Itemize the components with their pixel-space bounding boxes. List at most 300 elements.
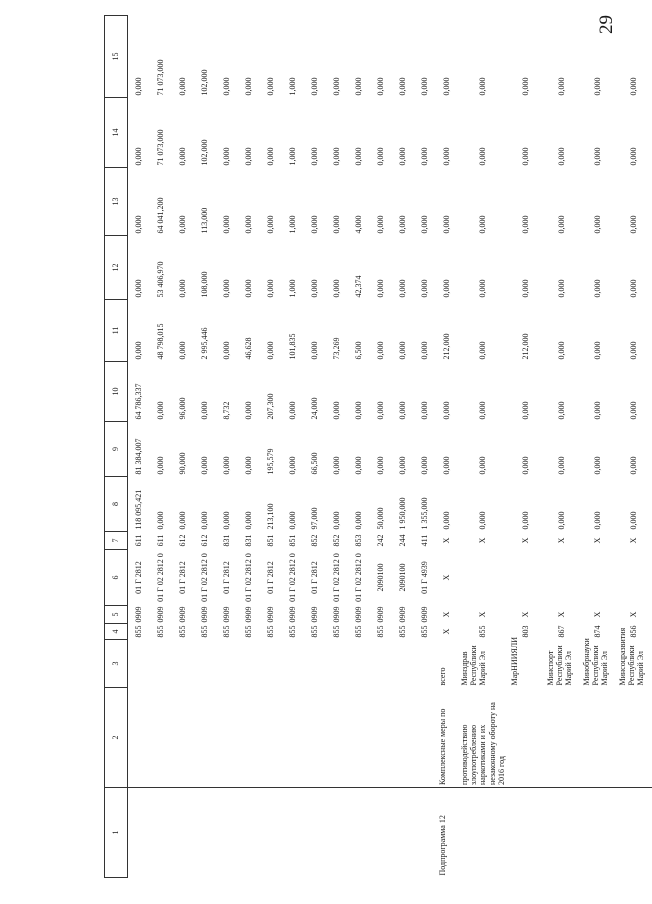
table-cell: 0,000 [442,147,452,166]
column-number: 3 [105,640,128,688]
table-cell [304,788,326,878]
table-cell [282,788,304,878]
column-number: 14 [105,98,128,168]
table-cell: 0,000 [442,511,452,530]
table-cell: 612 [178,534,188,547]
table-cell: 0,000 [134,215,144,234]
table-cell: 0909 [398,606,408,623]
table-cell: 0,000 [398,279,408,298]
table-cell [260,788,282,878]
table-cell [326,788,348,878]
table-cell: 874 [593,625,603,638]
table-cell: 0,000 [178,215,188,234]
table-cell: 0,000 [442,279,452,298]
table-cell: 0,000 [593,456,603,475]
table-cell: 0,000 [557,77,567,96]
table-cell: 81 384,007 [134,438,144,475]
table-cell [194,688,216,788]
table-cell: Х [593,611,603,618]
table-cell: 0909 [420,606,430,623]
table-cell [172,788,194,878]
table-cell: 0,000 [521,215,531,234]
table-cell: 0,000 [222,456,232,475]
table-cell: противодействию злоупотреблению наркотиками и их незаконному обороту на 2016 год [460,702,506,785]
table-cell: 195,579 [266,448,276,475]
table-cell: 803 [521,625,531,638]
table-cell [238,788,260,878]
table-cell: 0,000 [354,147,364,166]
table-cell: 212,000 [442,333,452,360]
table-cell [392,640,414,688]
table-cell [370,788,392,878]
table-cell: Х [521,611,531,618]
table-cell: 01 Г 02 2812 0 [332,553,342,602]
table-cell: 0909 [200,606,210,623]
table-cell: 0,000 [332,511,342,530]
table-cell: 1 355,000 [420,497,430,530]
table-cell: 855 [222,625,232,638]
table-cell: 0,000 [629,147,639,166]
table-cell [326,688,348,788]
table-cell: 2090100 [376,563,386,592]
table-cell: 0909 [310,606,320,623]
table-cell: 53 406,970 [156,261,166,298]
table-cell: 0,000 [398,77,408,96]
table-cell: 0,000 [310,215,320,234]
table-cell: 0,000 [557,341,567,360]
column-number: 1 [105,788,128,878]
table-row [326,16,348,878]
rotated-table-container [104,16,646,878]
table-cell: 0,000 [134,77,144,96]
table-cell: 102,000 [200,139,210,166]
table-cell: 0,000 [478,341,488,360]
column-number: 5 [105,606,128,624]
table-cell [128,688,151,788]
table-cell: 0,000 [244,511,254,530]
table-cell: Х [442,628,452,635]
table-cell: 0,000 [200,401,210,420]
table-cell: 0,000 [521,279,531,298]
table-cell: 0,000 [442,456,452,475]
table-cell [508,688,544,788]
table-cell [544,550,580,606]
table-cell: 01 Г 2812 [222,561,232,594]
table-cell: 855 [310,625,320,638]
table-cell: 0,000 [478,401,488,420]
table-cell: 0,000 [420,279,430,298]
table-cell: 0,000 [398,401,408,420]
table-cell: 0,000 [354,511,364,530]
table-cell: 0909 [222,606,232,623]
table-cell: 831 [222,534,232,547]
table-cell: 0,000 [420,147,430,166]
table-cell: 0,000 [266,279,276,298]
table-cell: 24,000 [310,397,320,420]
table-cell: 855 [156,625,166,638]
table-cell: 0,000 [200,511,210,530]
table-cell: 4,000 [354,215,364,234]
table-cell: 0,000 [629,77,639,96]
table-cell: 0,000 [310,77,320,96]
table-cell [458,788,508,878]
table-cell: 0,000 [222,77,232,96]
table-cell: 0,000 [442,215,452,234]
table-cell [544,688,580,788]
table-cell: 0,000 [593,401,603,420]
table-cell: 0909 [244,606,254,623]
table-cell [128,788,151,878]
table-row [282,16,304,878]
table-cell [580,788,616,878]
table-cell: 01 Г 02 2812 0 [288,553,298,602]
table-cell: 855 [288,625,298,638]
column-number: 8 [105,477,128,532]
table-cell [194,788,216,878]
table-cell: 2090100 [398,563,408,592]
table-cell [260,688,282,788]
column-number-row [105,16,128,878]
table-cell [508,550,544,606]
column-number: 13 [105,168,128,236]
table-cell: 0,000 [332,77,342,96]
table-cell: 0909 [266,606,276,623]
table-cell: 0,000 [376,456,386,475]
table-cell: Комплексные меры по [438,708,447,785]
budget-table [104,15,652,878]
table-cell: 0,000 [478,77,488,96]
table-cell: 0,000 [629,341,639,360]
table-cell: Х [442,611,452,618]
table-cell: 851 [266,534,276,547]
table-cell [150,640,172,688]
table-cell: 0,000 [593,77,603,96]
table-cell: 01 Г 02 2812 0 [156,553,166,602]
table-row [392,16,414,878]
table-cell: 0,000 [629,511,639,530]
table-cell: 0,000 [244,147,254,166]
table-cell: 0909 [156,606,166,623]
table-cell: Х [593,537,603,544]
table-cell: 1,000 [288,215,298,234]
table-cell [348,640,370,688]
table-cell: Х [521,537,531,544]
table-cell: 0,000 [178,77,188,96]
table-cell: 0,000 [156,511,166,530]
table-row [508,16,544,878]
table-cell: 0,000 [376,401,386,420]
table-cell: 0,000 [244,456,254,475]
table-cell: 0,000 [521,147,531,166]
table-cell: 0,000 [398,456,408,475]
table-cell: 0,000 [332,215,342,234]
table-cell [216,788,238,878]
table-cell: Минсоцразвития Республики Марий Эл [617,627,646,686]
table-row [544,16,580,878]
table-cell: 611 [134,534,144,547]
table-cell [260,640,282,688]
table-cell: 0,000 [288,511,298,530]
table-cell: 0,000 [354,456,364,475]
table-cell: 1,000 [288,147,298,166]
table-cell: 50,000 [376,507,386,530]
table-cell: 96,000 [178,397,188,420]
table-cell: 1,000 [288,77,298,96]
table-cell: Подпрограмма 12 [436,788,458,878]
table-cell: 0,000 [376,147,386,166]
table-cell: 0,000 [332,279,342,298]
table-cell [172,640,194,688]
table-cell: 855 [420,625,430,638]
table-cell: 64 041,200 [156,197,166,234]
table-cell: 0,000 [376,279,386,298]
table-cell [370,640,392,688]
table-cell: 856 [629,625,639,638]
table-cell: 0,000 [156,401,166,420]
table-cell: 0,000 [420,215,430,234]
table-cell [326,640,348,688]
table-cell: 0,000 [266,341,276,360]
table-row [172,16,194,878]
table-cell: 90,000 [178,452,188,475]
table-cell: 853 [354,534,364,547]
table-cell: 0,000 [354,77,364,96]
table-cell: 0,000 [478,147,488,166]
table-cell: 0,000 [288,456,298,475]
table-cell: 0,000 [266,215,276,234]
table-cell: Минспорт Республики Марий Эл [545,645,574,686]
column-number: 12 [105,236,128,300]
column-number: 11 [105,300,128,362]
table-cell [216,688,238,788]
table-cell: 01 Г 2812 [266,561,276,594]
table-cell [508,788,544,878]
table-cell: 855 [354,625,364,638]
table-cell: 0,000 [134,147,144,166]
table-cell [194,640,216,688]
table-cell: 0,000 [629,401,639,420]
table-cell: 0,000 [244,77,254,96]
table-cell: 66,500 [310,452,320,475]
table-cell: 0,000 [478,279,488,298]
table-cell: Х [478,537,488,544]
table-cell: 212,000 [521,333,531,360]
table-row [458,16,508,878]
table-row [238,16,260,878]
table-cell: 0,000 [266,77,276,96]
table-cell: 0909 [354,606,364,623]
table-cell: Х [442,537,452,544]
table-cell: 0,000 [557,401,567,420]
table-cell: 0,000 [420,341,430,360]
table-cell [616,550,652,606]
table-cell: 0,000 [222,147,232,166]
table-row [436,16,458,878]
table-cell: 0,000 [557,147,567,166]
table-cell [458,550,508,606]
table-cell: 0,000 [521,401,531,420]
table-cell: 0,000 [332,401,342,420]
table-cell: Х [557,611,567,618]
table-cell: 0,000 [420,401,430,420]
table-cell: 113,000 [200,207,210,234]
table-cell: 0909 [288,606,298,623]
table-cell: 855 [332,625,342,638]
table-cell [172,688,194,788]
table-cell: 0,000 [244,279,254,298]
table-cell: Х [442,574,452,581]
table-cell [414,688,436,788]
table-cell: 213,100 [266,503,276,530]
table-row [260,16,282,878]
table-row [414,16,436,878]
table-cell [304,640,326,688]
table-cell: Х [629,611,639,618]
table-cell: 0,000 [593,511,603,530]
table-cell: 0,000 [557,456,567,475]
table-cell: 71 073,000 [156,59,166,96]
table-cell [580,550,616,606]
table-cell [616,788,652,878]
column-number: 4 [105,624,128,640]
table-cell [370,688,392,788]
table-cell: 855 [178,625,188,638]
table-row [370,16,392,878]
table-cell: 0,000 [629,456,639,475]
table-cell [128,640,151,688]
table-cell [238,688,260,788]
table-cell [150,788,172,878]
table-cell: 0,000 [478,511,488,530]
table-cell: 0,000 [557,215,567,234]
table-cell [414,640,436,688]
table-cell: всего [438,667,447,686]
table-row [348,16,370,878]
table-cell: 0,000 [178,511,188,530]
column-number: 15 [105,16,128,98]
page-number: 29 [596,15,617,34]
table-cell: 0,000 [478,215,488,234]
table-row [150,16,172,878]
table-cell: 0,000 [310,279,320,298]
table-cell: 0,000 [478,456,488,475]
table-cell: 612 [200,534,210,547]
table-cell: 855 [200,625,210,638]
table-cell: 0,000 [178,147,188,166]
table-cell: 01 Г 02 2812 0 [200,553,210,602]
table-cell: 01 Г 4939 [420,561,430,594]
table-cell: 0,000 [244,215,254,234]
table-cell: 0,000 [521,456,531,475]
table-cell: 0909 [178,606,188,623]
table-cell: 852 [310,534,320,547]
table-row [304,16,326,878]
table-cell: 8,732 [222,401,232,420]
table-cell: 0,000 [332,456,342,475]
table-row [216,16,238,878]
table-row [128,16,151,878]
table-cell: 855 [244,625,254,638]
table-cell: 0909 [376,606,386,623]
column-number: 10 [105,362,128,422]
table-cell: 0,000 [222,341,232,360]
column-number: 2 [105,688,128,788]
table-cell [580,688,616,788]
table-cell: 0,000 [593,147,603,166]
table-cell: 0,000 [557,511,567,530]
table-row [616,16,652,878]
table-cell [304,688,326,788]
table-cell: 01 Г 02 2812 0 [354,553,364,602]
table-cell: 0,000 [521,77,531,96]
table-cell: 46,628 [244,337,254,360]
table-cell: 0,000 [398,341,408,360]
table-cell: 0,000 [442,401,452,420]
table-cell [544,788,580,878]
table-cell: 0,000 [557,279,567,298]
table-cell: 0,000 [222,279,232,298]
table-cell: 0,000 [244,401,254,420]
table-cell [348,688,370,788]
table-cell: 0,000 [420,77,430,96]
table-cell: 855 [376,625,386,638]
table-cell: 0,000 [156,456,166,475]
table-cell [282,688,304,788]
table-cell: 97,000 [310,507,320,530]
table-cell: 1,000 [288,279,298,298]
table-cell: МарНИИЯЛИ [509,636,519,686]
table-cell: 48 798,015 [156,323,166,360]
table-cell: 0,000 [178,341,188,360]
table-cell: 0,000 [200,456,210,475]
table-cell: 411 [420,534,430,547]
table-cell: 01 Г 2812 [310,561,320,594]
table-cell: 0,000 [332,147,342,166]
table-cell: 0,000 [222,215,232,234]
table-cell [238,640,260,688]
table-cell [216,640,238,688]
table-cell: 855 [134,625,144,638]
table-cell: 0,000 [521,511,531,530]
table-cell: 01 Г 2812 [178,561,188,594]
table-cell [282,640,304,688]
table-cell: Х [478,611,488,618]
table-cell: 0,000 [629,215,639,234]
table-cell: 0,000 [134,279,144,298]
table-cell: Х [557,537,567,544]
column-number: 9 [105,422,128,477]
table-cell: 0,000 [354,401,364,420]
table-cell: 855 [398,625,408,638]
table-cell: 0,000 [134,341,144,360]
table-cell [392,788,414,878]
table-cell: 244 [398,534,408,547]
table-cell: 852 [332,534,342,547]
table-cell: 0909 [134,606,144,623]
table-cell: 611 [156,534,166,547]
table-cell: 0,000 [288,401,298,420]
table-cell [616,688,652,788]
table-row [580,16,616,878]
table-cell: 1 950,000 [398,497,408,530]
table-cell: Минздрав Республики Марий Эл [460,645,488,686]
column-number: 7 [105,532,128,550]
table-cell: 42,374 [354,275,364,298]
table-cell: 0,000 [398,147,408,166]
table-cell: 0,000 [420,456,430,475]
table-cell: 6,500 [354,341,364,360]
table-cell: 108,000 [200,271,210,298]
